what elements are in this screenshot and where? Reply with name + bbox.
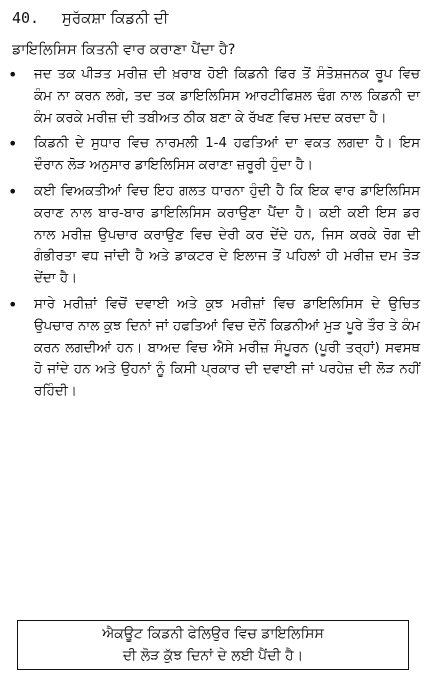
list-item-text: ਕਿਡਨੀ ਦੇ ਸੁਧਾਰ ਵਿਚ ਨਾਰਮਲੀ 1-4 ਹਫਤਿਆਂ ਦਾ ਵਕਤ ਲਗਦਾ ਹੈ। ਇਸ ਦੌਰਾਨ ਲੋੜ ਅਨੁਸਾਰ ਡਾਇਲਿਸਿਸ ਕਰਾਣਾ ਜ਼ਰੂਰੀ ਹੁੰਦਾ ਹੈ। xyxy=(34,136,420,174)
running-title: ਸੁਰੱਕਸ਼ਾ ਕਿਡਨੀ ਦੀ xyxy=(61,9,169,27)
bullet-list xyxy=(6,64,420,407)
callout-line-2: ਦੀ ਲੋੜ ਕੁੱਝ ਦਿਨਾਂ ਦੇ ਲਈ ਪੈਂਦੀ ਹੈ। xyxy=(122,648,304,664)
callout-box xyxy=(17,620,409,670)
page-header xyxy=(12,8,168,28)
bullet-icon: • xyxy=(8,65,18,84)
bullet-icon: • xyxy=(8,134,18,154)
list-item xyxy=(6,181,420,290)
list-item-text: ਜਦ ਤਕ ਪੀੜਤ ਮਰੀਜ਼ ਦੀ ਖ਼ਰਾਬ ਹੋਈ ਕਿਡਨੀ ਫਿਰ ਤੋਂ ਸੰਤੋਸ਼ਜਨਕ ਰੂਪ ਵਿਚ ਕੰਮ ਨਾ ਕਰਨ ਲਗੇ, ਤਦ ਤਕ ਡਾਇਲਿਸਿਸ ਆਰਟੀਫਿਸ਼ਲ ਢੰਗ ਨਾਲ ਕਿਡਨੀ ਦਾ ਕੰਮ ਕਰਕੇ ਮਰੀਜ਼ ਦੀ ਤਬੀਅਤ ਠੀਕ ਬਣਾ ਕੇ ਰੱਖਣ ਵਿਚ ਮਦਦ ਕਰਦਾ ਹੈ। xyxy=(34,67,420,126)
list-item xyxy=(6,64,420,129)
bullet-icon: • xyxy=(8,181,18,201)
list-item xyxy=(6,294,420,403)
bullet-icon: • xyxy=(8,294,18,314)
section-question: ਡਾਇਲਿਸਿਸ ਕਿਤਨੀ ਵਾਰ ਕਰਾਣਾ ਪੈਂਦਾ ਹੈ? xyxy=(12,42,236,58)
list-item-text: ਸਾਰੇ ਮਰੀਜ਼ਾਂ ਵਿਚੋਂ ਦਵਾਈ ਅਤੇ ਕੁਝ ਮਰੀਜ਼ਾਂ ਵਿਚ ਡਾਇਲਿਸਿਸ ਦੇ ਉਚਿਤ ਉਪਚਾਰ ਨਾਲ ਕੁਝ ਦਿਨਾਂ ਜਾਂ ਹਫਤਿਆਂ ਵਿਚ ਦੋਨੋਂ ਕਿਡਨੀਆਂ ਮੁੜ ਪੂਰੇ ਤੌਰ ਤੇ ਕੰਮ ਕਰਨ ਲਗਦੀਆਂ ਹਨ। ਬਾਅਦ ਵਿਚ ਐਸੇ ਮਰੀਜ਼ ਸੰਪੂਰਨ (ਪੂਰੀ ਤਰ੍ਹਾਂ) ਸਵਸਥ ਹੋ ਜਾਂਦੇ ਹਨ ਅਤੇ ਉਹਨਾਂ ਨੂੰ ਕਿਸੀ ਪ੍ਰਕਾਰ ਦੀ ਦਵਾਈ ਜਾਂ ਪਰਹੇਜ਼ ਦੀ ਲੋੜ ਨਹੀਂ ਰਹਿੰਦੀ। xyxy=(34,296,420,400)
list-item xyxy=(6,133,420,177)
list-item-text: ਕਈ ਵਿਅਕਤੀਆਂ ਵਿਚ ਇਹ ਗਲਤ ਧਾਰਨਾ ਹੁੰਦੀ ਹੈ ਕਿ ਇਕ ਵਾਰ ਡਾਇਲਿਸਿਸ ਕਰਾਣ ਨਾਲ ਬਾਰ-ਬਾਰ ਡਾਇਲਿਸਿਸ ਕਰਾਉਣਾ ਪੈਂਦਾ ਹੈ। ਕਈ ਕਈ ਇਸ ਡਰ ਨਾਲ ਮਰੀਜ਼ ਉਪਚਾਰ ਕਰਾਉਣ ਵਿਚ ਦੇਰੀ ਕਰ ਦੇਂਦੇ ਹਨ, ਜਿਸ ਕਰਕੇ ਰੋਗ ਦੀ ਗੰਭੀਰਤਾ ਵਧ ਜਾਂਦੀ ਹੈ ਅਤੇ ਡਾਕਟਰ ਦੇ ਇਲਾਜ ਤੋਂ ਪਹਿਲਾਂ ਹੀ ਮਰੀਜ਼ ਦਮ ਤੋੜ ਦੇਂਦਾ ਹੈ। xyxy=(34,183,420,287)
page-number: 40. xyxy=(12,9,40,27)
callout-line-1: ਐਕਊਟ ਕਿਡਨੀ ਫੇਲਿਉਰ ਵਿਚ ਡਾਇਲਿਸਿਸ xyxy=(102,626,324,642)
